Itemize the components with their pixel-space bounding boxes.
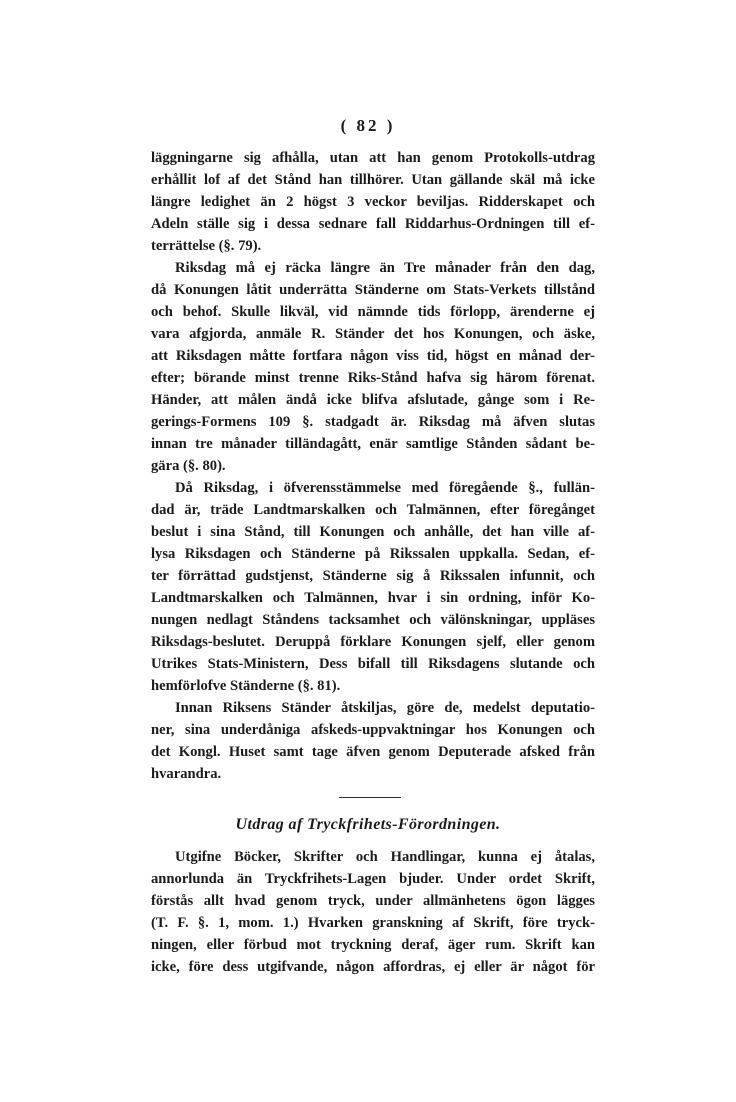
page-number: ( 82 ) bbox=[340, 116, 396, 135]
text-line: att Riksdagen måtte fortfara någon viss tid, högst en månad der- bbox=[151, 348, 595, 364]
text-line: Utgifne Böcker, Skrifter och Handlingar, kunna ej åtalas, bbox=[175, 849, 595, 865]
text-line: längre ledighet än 2 högst 3 veckor beviljas. Ridderskapet och bbox=[151, 194, 595, 210]
text-line: annorlunda än Tryckfrihets-Lagen bjuder. Under ordet Skrift, bbox=[151, 871, 595, 887]
text-line: läggningarne sig afhålla, utan att han genom Protokolls-utdrag bbox=[151, 150, 595, 166]
text-line: och behof. Skulle likväl, vid nämnde tids förlopp, ärenderne ej bbox=[151, 304, 595, 320]
text-line: (T. F. §. 1, mom. 1.) Hvarken granskning af Skrift, före tryck- bbox=[151, 915, 595, 931]
section-heading: Utdrag af Tryckfrihets-Förordningen. bbox=[235, 816, 501, 833]
text-line: gerings-Formens 109 §. stadgadt är. Riksdag må äfven slutas bbox=[151, 414, 595, 430]
text-line: hvarandra. bbox=[151, 766, 222, 782]
text-line: erhållit lof af det Stånd han tillhörer. Utan gällande skäl må icke bbox=[151, 172, 595, 188]
text-line: Riksdags-beslutet. Deruppå förklare Konungen sjelf, eller genom bbox=[151, 634, 595, 650]
text-line: Innan Riksens Ständer åtskiljas, göre de, medelst deputatio- bbox=[175, 700, 595, 716]
text-line: förstås allt hvad genom tryck, under allmänhetens ögon lägges bbox=[151, 893, 595, 909]
text-line: Händer, att målen ändå icke blifva afslutade, gånge som i Re- bbox=[151, 392, 595, 408]
text-line: icke, före dess utgifvande, någon affordras, ej eller är något för bbox=[151, 959, 595, 975]
text-line: då Konungen låtit underrätta Ständerne om Stats-Verkets tillstånd bbox=[151, 282, 595, 298]
text-line: vara afgjorda, anmäle R. Ständer det hos Konungen, och äske, bbox=[151, 326, 595, 342]
text-line: dad är, träde Landtmarskalken och Talmännen, efter föregånget bbox=[151, 502, 595, 518]
text-line: beslut i sina Stånd, till Konungen och anhålle, det han ville af- bbox=[151, 524, 595, 540]
text-line: gära (§. 80). bbox=[151, 458, 226, 474]
text-line: Landtmarskalken och Talmännen, hvar i sin ordning, inför Ko- bbox=[151, 590, 595, 606]
text-line: Adeln ställe sig i dessa sednare fall Riddarhus-Ordningen till ef- bbox=[151, 216, 595, 232]
text-line: ter förrättad gudstjenst, Ständerne sig å Rikssalen infunnit, och bbox=[151, 568, 595, 584]
text-line: ner, sina underdåniga afskeds-uppvaktningar hos Konungen och bbox=[151, 722, 595, 738]
text-line: Riksdag må ej räcka längre än Tre månader från den dag, bbox=[175, 260, 595, 276]
text-line: det Kongl. Huset samt tage äfven genom Deputerade afsked från bbox=[151, 744, 595, 760]
text-line: Utrikes Stats-Ministern, Dess bifall till Riksdagens slutande och bbox=[151, 656, 595, 672]
text-line: efter; börande minst trenne Riks-Stånd hafva sig härom förenat. bbox=[151, 370, 595, 386]
section-divider bbox=[339, 797, 401, 798]
text-line: lysa Riksdagen och Ständerne på Rikssalen uppkalla. Sedan, ef- bbox=[151, 546, 595, 562]
text-line: nungen nedlagt Ståndens tacksamhet och välönskningar, uppläses bbox=[151, 612, 595, 628]
text-line: innan tre månader tilländagått, enär samtlige Stånden sådant be- bbox=[151, 436, 595, 452]
text-line: terrättelse (§. 79). bbox=[151, 238, 262, 254]
text-line: Då Riksdag, i öfverensstämmelse med föregående §., fullän- bbox=[175, 480, 595, 496]
text-line: hemförlofve Ständerne (§. 81). bbox=[151, 678, 341, 694]
text-line: ningen, eller förbud mot tryckning deraf, äger rum. Skrift kan bbox=[151, 937, 595, 953]
